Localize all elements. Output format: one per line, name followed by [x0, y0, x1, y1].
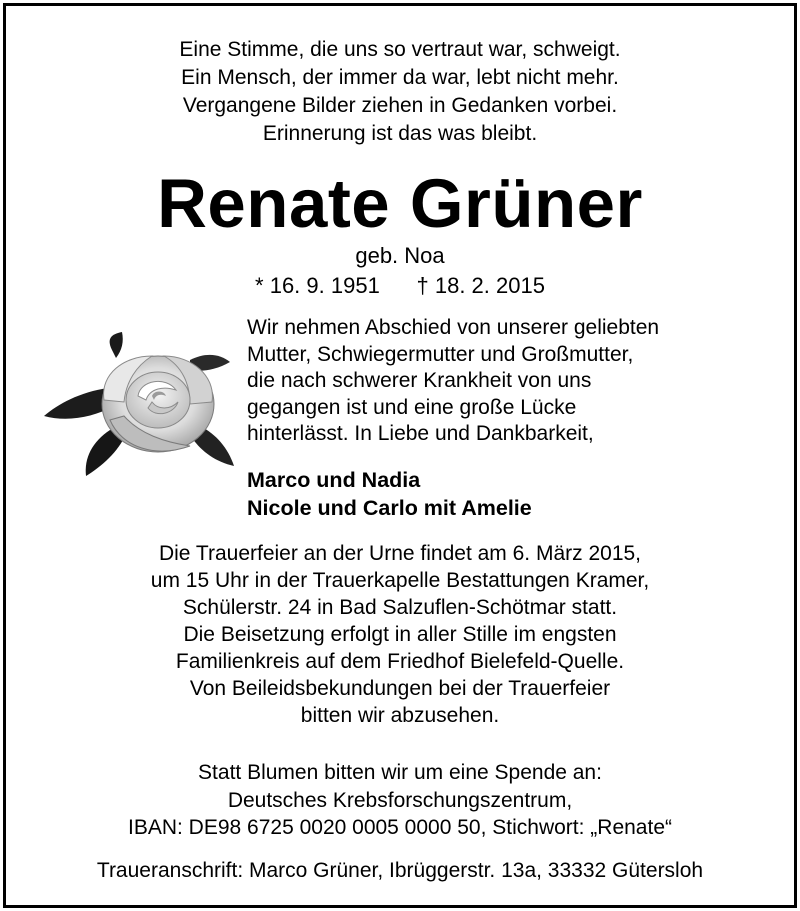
poem-line: Vergangene Bilder ziehen in Gedanken vorbei.	[182, 94, 618, 117]
family-names	[247, 466, 767, 522]
ceremony-line: bitten wir abzusehen.	[300, 704, 500, 727]
family-line: Nicole und Carlo mit Amelie	[247, 496, 532, 520]
donation-line: IBAN: DE98 6725 0020 0005 0000 50, Stichwort: „Renate“	[127, 816, 672, 839]
farewell-line: die nach schwerer Krankheit von uns	[247, 369, 592, 392]
donation-line: Deutsches Krebsforschungszentrum,	[227, 788, 573, 812]
farewell-text	[247, 315, 767, 448]
mourning-address: Traueranschrift: Marco Grüner, Ibrüggerstr. 13a, 33332 Gütersloh	[96, 859, 704, 882]
birth-date: * 16. 9. 1951	[255, 273, 380, 298]
poem-line: Erinnerung ist das was bleibt.	[262, 122, 538, 145]
donation-line: Statt Blumen bitten wir um eine Spende an:	[198, 761, 602, 784]
ceremony-line: Die Beisetzung erfolgt in aller Stille im engsten	[183, 623, 617, 646]
poem-line: Ein Mensch, der immer da war, lebt nicht mehr.	[181, 66, 619, 89]
family-line: Marco und Nadia	[247, 468, 421, 492]
death-date: † 18. 2. 2015	[416, 273, 545, 298]
ceremony-line: Familienkreis auf dem Friedhof Bielefeld-Quelle.	[175, 650, 625, 673]
poem-line: Eine Stimme, die uns so vertraut war, schweigt.	[179, 38, 621, 61]
farewell-line: Mutter, Schwiegermutter und Großmutter,	[247, 342, 634, 366]
ceremony-line: Die Trauerfeier an der Urne findet am 6. März 2015,	[158, 542, 642, 565]
ceremony-line: Von Beileidsbekundungen bei der Trauerfeier	[189, 677, 611, 700]
poem	[0, 36, 800, 148]
maiden-name: geb. Noa	[355, 243, 445, 268]
deceased-name: Renate Grüner	[157, 165, 643, 242]
farewell-line: Wir nehmen Abschied von unserer geliebten	[247, 316, 660, 339]
farewell-line: gegangen ist und eine große Lücke	[247, 395, 577, 419]
ceremony-line: um 15 Uhr in der Trauerkapelle Bestattungen Kramer,	[150, 569, 650, 592]
rose-icon	[40, 330, 240, 480]
ceremony-line: Schülerstr. 24 in Bad Salzuflen-Schötmar statt.	[182, 596, 618, 619]
life-dates	[0, 272, 800, 300]
donation-info	[0, 759, 800, 842]
ceremony-info	[0, 540, 800, 729]
farewell-line: hinterlässt. In Liebe und Dankbarkeit,	[247, 422, 594, 445]
